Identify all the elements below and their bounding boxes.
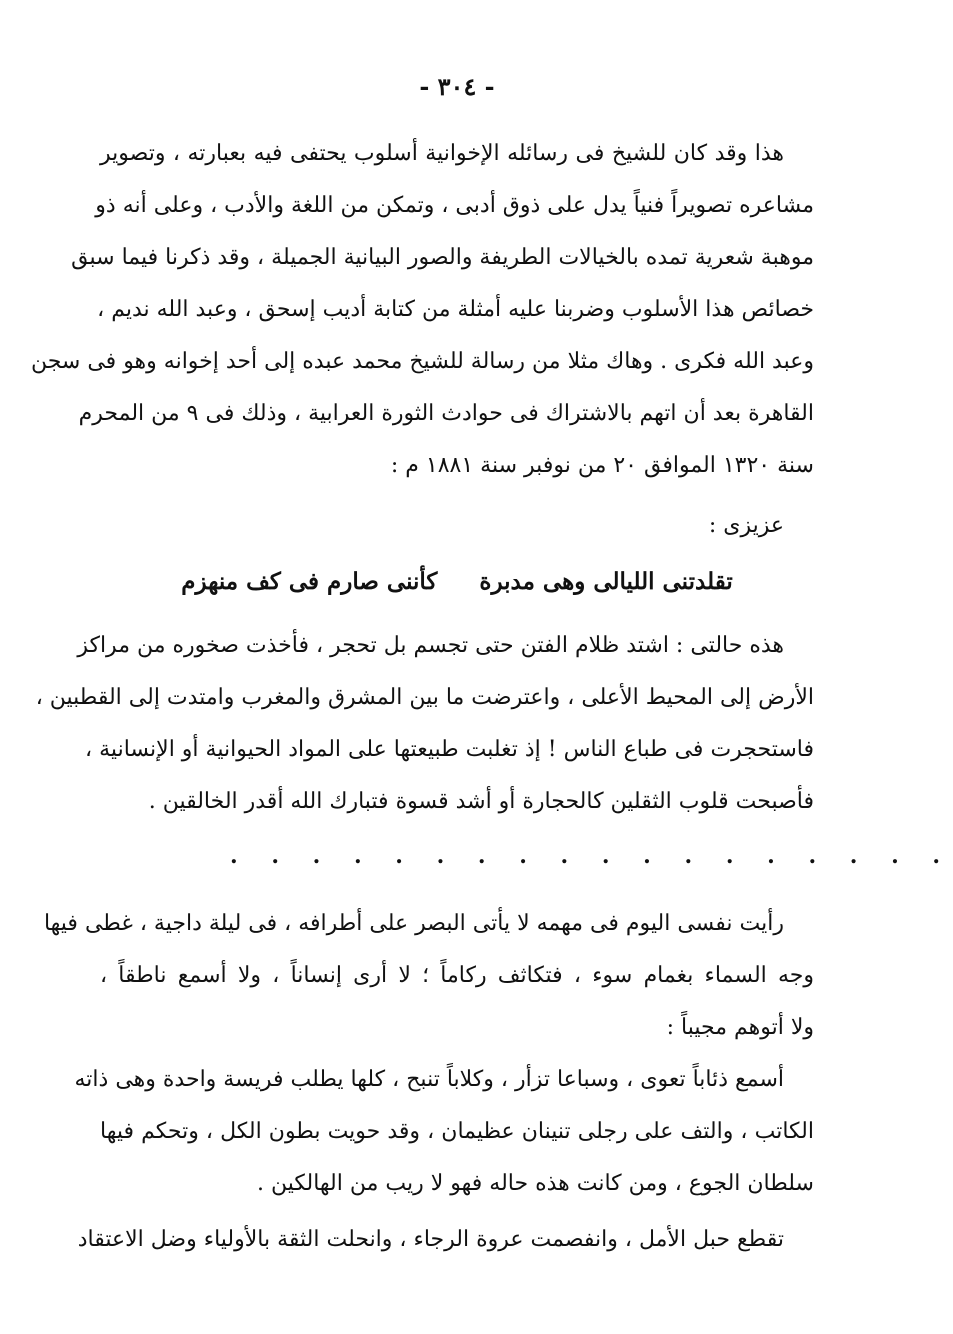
text-line: خصائص هذا الأسلوب وضربنا عليه أمثلة من كتابة أديب إسحق ، وعبد الله نديم ، [97, 297, 814, 322]
verse-first-hemistich: تقلدتنى الليالى وهى مدبرة [479, 568, 733, 595]
text-line: هذا وقد كان للشيخ فى رسائله الإخوانية أسلوب يحتفى فيه بعبارته ، وتصوير [100, 141, 784, 166]
text-line: سلطان الجوع ، ومن كانت هذه حاله فهو لا ريب من الهالكين . [256, 1171, 814, 1196]
text-line: رأيت نفسى اليوم فى مهمه لا يأتى البصر على أطرافه ، فى ليلة داجية ، غطى فيها [43, 911, 784, 936]
text-line: الأرض إلى المحيط الأعلى ، واعترضت ما بين المشرق والمغرب وامتدت إلى القطبين ، [35, 685, 814, 710]
poetry-verse [0, 556, 914, 608]
text-line: القاهرة بعد أن اتهم بالاشتراك فى حوادث الثورة العرابية ، وذلك فى ٩ من المحرم [78, 401, 814, 426]
paragraph-letter-state [35, 620, 814, 828]
text-line: فاستحجرت فى طباع الناس ! إذ تغلبت طبيعتها على المواد الحيوانية أو الإنسانية ، [85, 737, 814, 762]
letter-salutation: عزيزى : [708, 513, 784, 538]
paragraph-letter-vision [43, 898, 814, 1054]
page-number: - ٣٠٤ - [419, 72, 495, 101]
text-line: وعبد الله فكرى . وهاك مثلا من رسالة للشيخ محمد عبده إلى أحد إخوانه وهو فى سجن [30, 349, 814, 374]
text-line: موهبة شعرية تمده بالخيالات الطريفة والصور البيانية الجميلة ، وقد ذكرنا فيما سبق [71, 245, 814, 270]
text-line: فأصبحت قلوب الثقلين كالحجارة أو أشد قسوة فتبارك الله أقدر الخالقين . [148, 789, 814, 814]
ellipsis-separator: . . . . . . . . . . . . . . . . . . [230, 843, 953, 869]
text-line: أسمع ذئاباً تعوى ، وسباعا تزأر ، وكلاباً تنبح ، كلها يطلب فريسة واحدة وهى ذاته [74, 1067, 784, 1092]
paragraph-letter-beasts [74, 1054, 814, 1210]
text-line: سنة ١٣٢٠ الموافق ٢٠ من نوفبر سنة ١٨٨١ م : [390, 453, 814, 478]
text-line: ولا أتوهم مجيباً : [666, 1015, 814, 1040]
verse-second-hemistich: كأننى صارم فى كف منهزم [181, 568, 438, 595]
text-line: الكاتب ، والتف على رجلى تنينان عظيمان ، وقد حويت بطون الكل ، وتحكم فيها [100, 1119, 814, 1144]
text-line: مشاعره تصويراً فنياً يدل على ذوق أدبى ، وتمكن من اللغة والأدب ، وعلى أنه ذو [95, 193, 814, 218]
text-line: تقطع حبل الأمل ، وانفصمت عروة الرجاء ، وانحلت الثقة بالأولياء وضل الاعتقاد [77, 1227, 784, 1252]
paragraph-letter-hope [77, 1214, 814, 1266]
text-line: هذه حالتى : اشتد ظلام الفتن حتى تجسم بل تحجر ، فأخذت صخوره من مراكز [77, 633, 784, 658]
text-line: وجه السماء بغمام سوء ، فتكاثف ركاماً ؛ لا أرى إنساناً ، ولا أسمع ناطقاً ، [100, 963, 814, 988]
paragraph-intro [30, 128, 814, 492]
